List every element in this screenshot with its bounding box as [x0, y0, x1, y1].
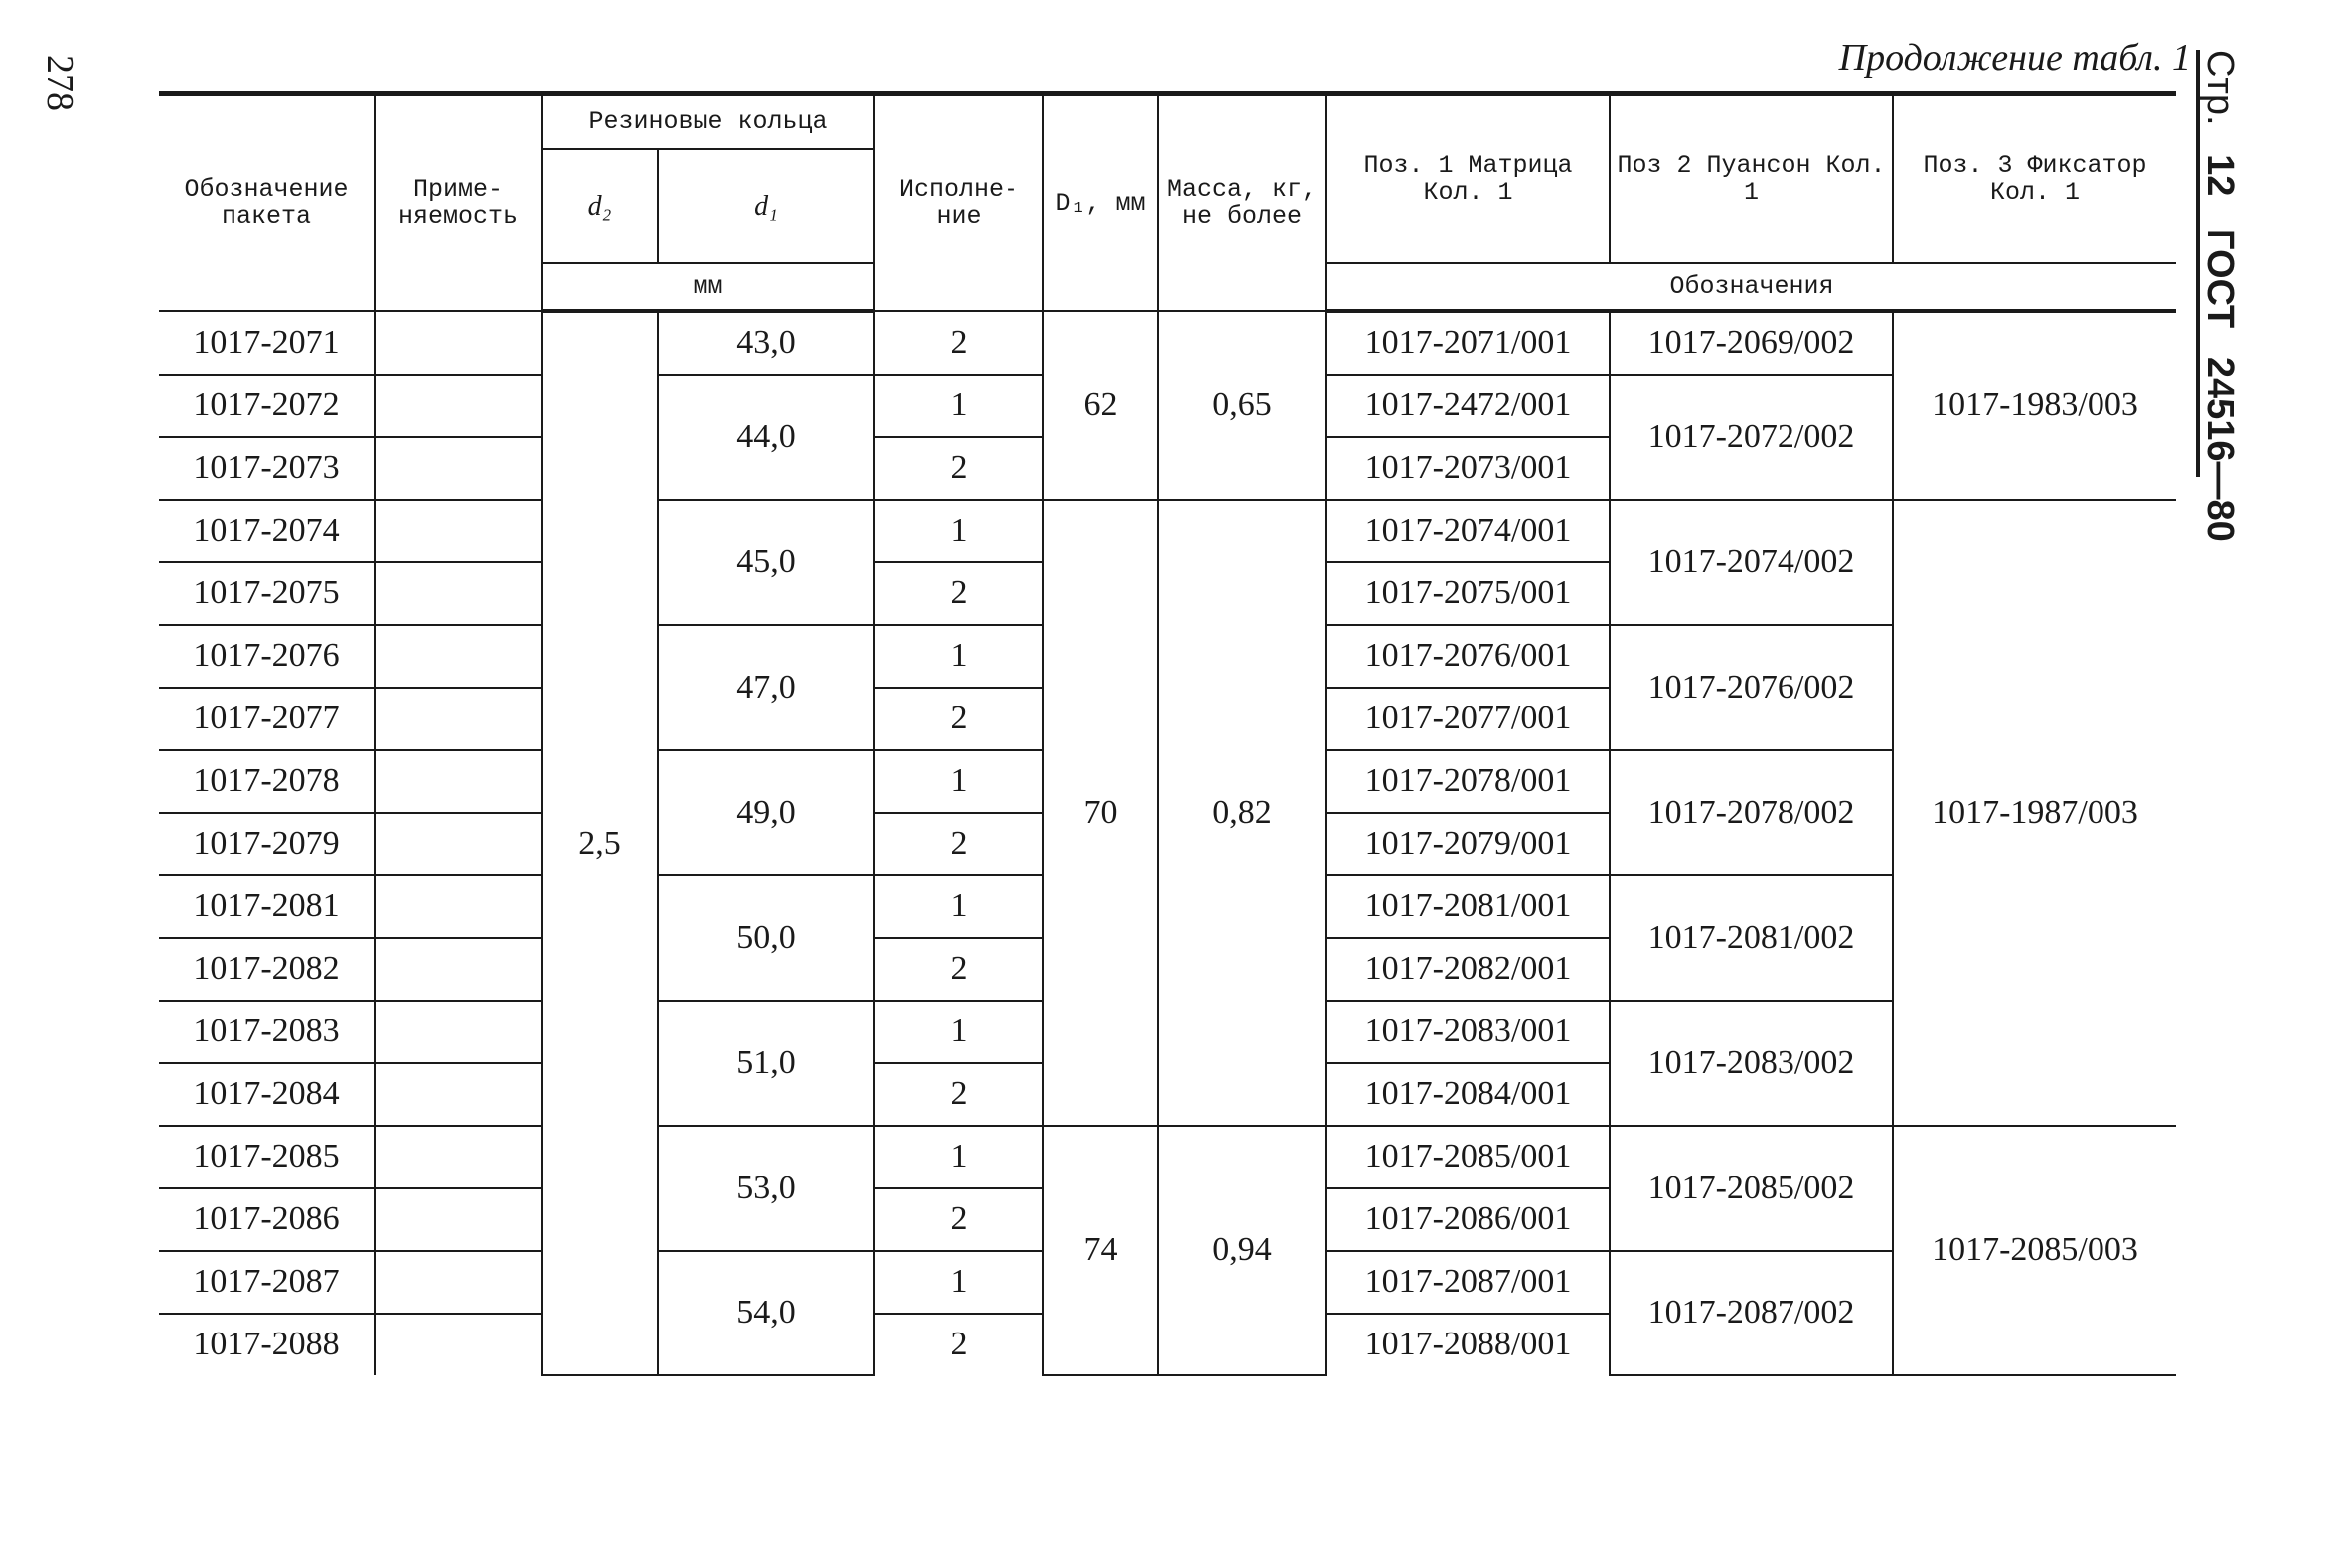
cell-applicability: [375, 1314, 542, 1375]
cell-pos2: 1017-2072/002: [1610, 375, 1893, 500]
cell-pos3: 1017-1983/003: [1893, 311, 2176, 500]
header-execution: Исполне- ние: [874, 94, 1043, 311]
cell-d1: 45,0: [658, 500, 874, 625]
header-designations: Обозначения: [1326, 263, 2176, 311]
cell-pos2: 1017-2076/002: [1610, 625, 1893, 750]
cell-pos3: 1017-1987/003: [1893, 500, 2176, 1126]
cell-designation: 1017-2077: [159, 688, 375, 750]
page-number: 278: [39, 55, 80, 111]
cell-applicability: [375, 311, 542, 375]
sidebar-standard: ГОСТ: [2199, 228, 2241, 329]
cell-designation: 1017-2087: [159, 1251, 375, 1314]
cell-applicability: [375, 1063, 542, 1126]
cell-applicability: [375, 562, 542, 625]
cell-execution: 2: [874, 938, 1043, 1001]
cell-applicability: [375, 750, 542, 813]
cell-pos1: 1017-2088/001: [1326, 1314, 1610, 1375]
cell-designation: 1017-2078: [159, 750, 375, 813]
cell-pos2: 1017-2081/002: [1610, 875, 1893, 1001]
sidebar-page-number: 12: [2199, 154, 2241, 197]
cell-applicability: [375, 437, 542, 500]
header-unit-mm: мм: [542, 263, 874, 311]
header-pos1: Поз. 1 Матрица Кол. 1: [1326, 94, 1610, 263]
cell-pos1: 1017-2082/001: [1326, 938, 1610, 1001]
cell-execution: 2: [874, 813, 1043, 875]
cell-d1: 54,0: [658, 1251, 874, 1375]
cell-pos2: 1017-2083/002: [1610, 1001, 1893, 1126]
cell-pos1: 1017-2087/001: [1326, 1251, 1610, 1314]
cell-pos1: 1017-2077/001: [1326, 688, 1610, 750]
cell-pos1: 1017-2076/001: [1326, 625, 1610, 688]
cell-execution: 1: [874, 1251, 1043, 1314]
cell-pos2: 1017-2085/002: [1610, 1126, 1893, 1251]
cell-D1: 74: [1043, 1126, 1158, 1375]
cell-pos1: 1017-2086/001: [1326, 1188, 1610, 1251]
cell-pos1: 1017-2079/001: [1326, 813, 1610, 875]
cell-pos2: 1017-2074/002: [1610, 500, 1893, 625]
cell-pos1: 1017-2074/001: [1326, 500, 1610, 562]
header-d2: d₂: [542, 149, 658, 263]
cell-designation: 1017-2075: [159, 562, 375, 625]
cell-execution: 1: [874, 875, 1043, 938]
cell-designation: 1017-2072: [159, 375, 375, 437]
cell-d1: 53,0: [658, 1126, 874, 1251]
cell-execution: 2: [874, 1063, 1043, 1126]
cell-execution: 1: [874, 375, 1043, 437]
cell-pos1: 1017-2075/001: [1326, 562, 1610, 625]
cell-designation: 1017-2088: [159, 1314, 375, 1375]
cell-pos2: 1017-2069/002: [1610, 311, 1893, 375]
cell-execution: 2: [874, 311, 1043, 375]
cell-pos1: 1017-2071/001: [1326, 311, 1610, 375]
cell-designation: 1017-2071: [159, 311, 375, 375]
cell-mass: 0,82: [1158, 500, 1326, 1126]
cell-execution: 2: [874, 437, 1043, 500]
cell-d1: 51,0: [658, 1001, 874, 1126]
cell-pos1: 1017-2084/001: [1326, 1063, 1610, 1126]
cell-pos1: 1017-2073/001: [1326, 437, 1610, 500]
cell-applicability: [375, 813, 542, 875]
cell-pos1: 1017-2078/001: [1326, 750, 1610, 813]
cell-execution: 2: [874, 1314, 1043, 1375]
cell-D1: 62: [1043, 311, 1158, 500]
cell-pos2: 1017-2078/002: [1610, 750, 1893, 875]
header-D1: D₁, мм: [1043, 94, 1158, 311]
cell-d2: 2,5: [542, 311, 658, 1375]
cell-applicability: [375, 375, 542, 437]
cell-designation: 1017-2081: [159, 875, 375, 938]
header-pos2: Поз 2 Пуансон Кол. 1: [1610, 94, 1893, 263]
cell-applicability: [375, 500, 542, 562]
cell-d1: 50,0: [658, 875, 874, 1001]
cell-execution: 2: [874, 562, 1043, 625]
cell-execution: 1: [874, 500, 1043, 562]
cell-d1: 44,0: [658, 375, 874, 500]
cell-execution: 2: [874, 1188, 1043, 1251]
cell-pos2: 1017-2087/002: [1610, 1251, 1893, 1375]
cell-applicability: [375, 938, 542, 1001]
cell-applicability: [375, 1251, 542, 1314]
sidebar-standard-number: 24516—80: [2199, 356, 2241, 542]
gost-table: [159, 91, 2176, 1376]
cell-execution: 1: [874, 750, 1043, 813]
cell-execution: 2: [874, 688, 1043, 750]
cell-applicability: [375, 1001, 542, 1063]
cell-designation: 1017-2084: [159, 1063, 375, 1126]
cell-designation: 1017-2082: [159, 938, 375, 1001]
cell-d1: 49,0: [658, 750, 874, 875]
cell-execution: 1: [874, 1001, 1043, 1063]
cell-D1: 70: [1043, 500, 1158, 1126]
cell-designation: 1017-2073: [159, 437, 375, 500]
cell-pos3: 1017-2085/003: [1893, 1126, 2176, 1375]
cell-d1: 47,0: [658, 625, 874, 750]
cell-applicability: [375, 875, 542, 938]
cell-pos1: 1017-2085/001: [1326, 1126, 1610, 1188]
cell-designation: 1017-2076: [159, 625, 375, 688]
cell-execution: 1: [874, 1126, 1043, 1188]
cell-designation: 1017-2086: [159, 1188, 375, 1251]
header-mass: Масса, кг, не более: [1158, 94, 1326, 311]
cell-pos1: 1017-2081/001: [1326, 875, 1610, 938]
cell-execution: 1: [874, 625, 1043, 688]
cell-designation: 1017-2083: [159, 1001, 375, 1063]
cell-designation: 1017-2074: [159, 500, 375, 562]
cell-applicability: [375, 1126, 542, 1188]
header-designation: Обозначение пакета: [159, 94, 375, 311]
cell-pos1: 1017-2472/001: [1326, 375, 1610, 437]
cell-pos1: 1017-2083/001: [1326, 1001, 1610, 1063]
sidebar-page-label: Стр.: [2199, 50, 2241, 126]
cell-designation: 1017-2085: [159, 1126, 375, 1188]
cell-applicability: [375, 625, 542, 688]
header-rubber-rings: Резиновые кольца: [542, 94, 874, 149]
standard-sidebar: [2198, 50, 2241, 542]
cell-mass: 0,94: [1158, 1126, 1326, 1375]
cell-mass: 0,65: [1158, 311, 1326, 500]
cell-applicability: [375, 688, 542, 750]
cell-applicability: [375, 1188, 542, 1251]
header-pos3: Поз. 3 Фиксатор Кол. 1: [1893, 94, 2176, 263]
cell-designation: 1017-2079: [159, 813, 375, 875]
cell-d1: 43,0: [658, 311, 874, 375]
header-applicability: Приме- няемость: [375, 94, 542, 311]
header-d1: d₁: [658, 149, 874, 263]
table-continuation-title: Продолжение табл. 1: [1838, 37, 2191, 78]
